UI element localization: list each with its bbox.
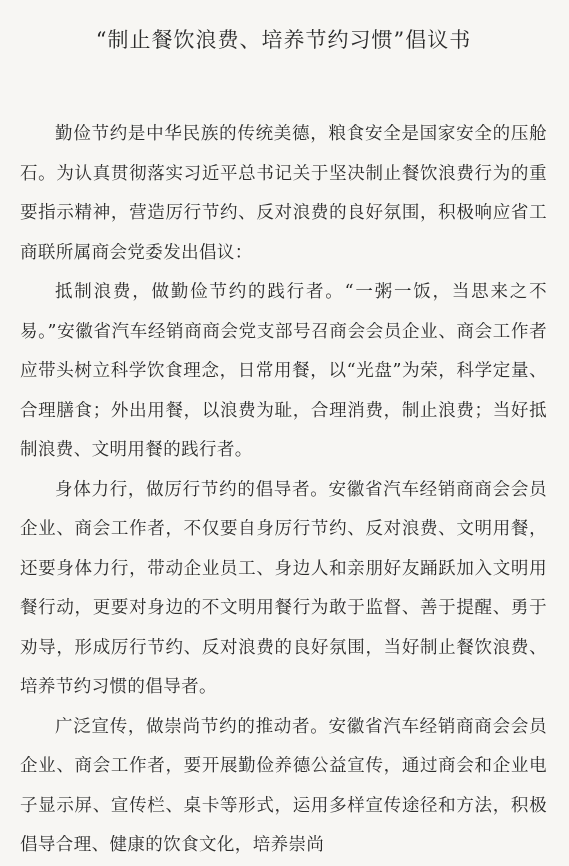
document-body bbox=[20, 115, 547, 866]
paragraph-resist-waste: 抵制浪费，做勤俭节约的践行者。“一粥一饭，当思来之不易。”安徽省汽车经销商商会党支部号召商会会员企业、商会工作者应带头树立科学饮食理念，日常用餐，以“光盘”为荣，科学定量、合理膳食；外出用餐，以浪费为耻，合理消费，制止浪费；当好抵制浪费、文明用餐的践行者。 bbox=[20, 282, 547, 460]
paragraph-intro: 勤俭节约是中华民族的传统美德，粮食安全是国家安全的压舱石。为认真贯彻落实习近平总书记关于坚决制止餐饮浪费行为的重要指示精神，营造厉行节约、反对浪费的良好氛围，积极响应省工商联所属商会党委发出倡议： bbox=[20, 124, 547, 263]
paragraph-lead-by-example: 身体力行，做厉行节约的倡导者。安徽省汽车经销商商会会员企业、商会工作者，不仅要自身厉行节约、反对浪费、文明用餐，还要身体力行，带动企业员工、身边人和亲朋好友踊跃加入文明用餐行动，更要对身边的不文明用餐行为敢于监督、善于提醒、勇于劝导，形成厉行节约、反对浪费的良好氛围，当好制止餐饮浪费、培养节约习惯的倡导者。 bbox=[20, 479, 547, 697]
paragraph-promote: 广泛宣传，做崇尚节约的推动者。安徽省汽车经销商商会会员企业、商会工作者，要开展勤俭养德公益宣传，通过商会和企业电子显示屏、宣传栏、桌卡等形式，运用多样宣传途径和方法，积极倡导合理、健康的饮食文化，培养崇尚 bbox=[20, 716, 547, 855]
document-title: “制止餐饮浪费、培养节约习惯”倡议书 bbox=[95, 28, 472, 52]
